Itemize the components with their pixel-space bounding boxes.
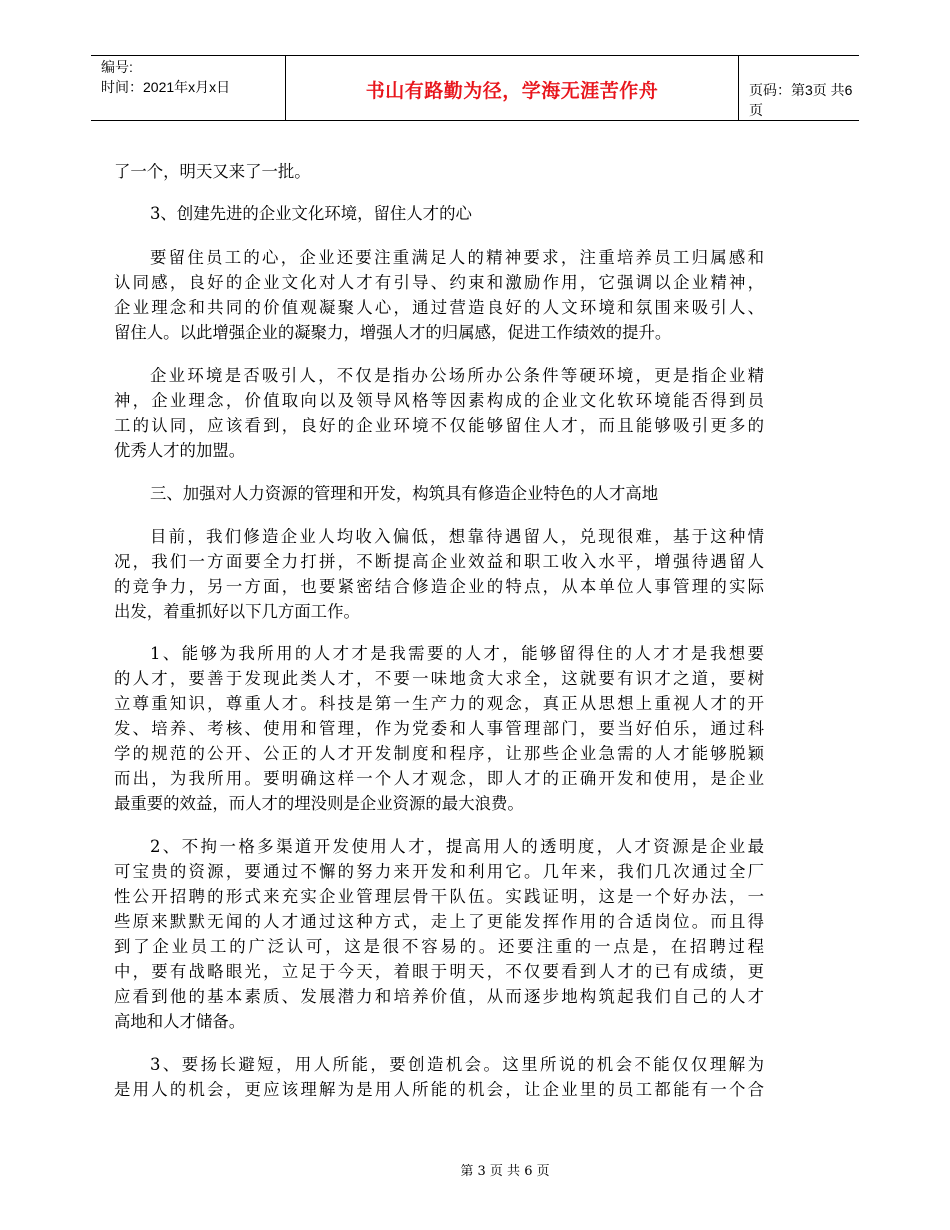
body-line: 发、培养、考核、使用和管理，作为党委和人事管理部门，要当好伯乐，通过科 [114,719,764,738]
header-motto: 书山有路勤为径，学海无涯苦作舟 [365,80,659,102]
body-line: 神，企业理念，价值取向以及领导风格等因素构成的企业文化软环境能否得到员 [114,391,764,410]
body-line: 的人才，要善于发现此类人才，不要一味地贪大求全，这就要有识才之道，要树 [114,669,764,688]
body-line: 况，我们一方面要全力打拼，不断提高企业效益和职工收入水平，增强待遇留人 [114,552,764,571]
page-header [91,55,859,121]
body-line: 最重要的效益，而人才的埋没则是企业资源的最大浪费。 [114,794,524,813]
section-heading: 三、加强对人力资源的管理和开发，构筑具有修造企业特色的人才高地 [150,484,659,503]
body-line: 3、要扬长避短，用人所能，要创造机会。这里所说的机会不能仅仅理解为 [150,1055,764,1074]
body-line: 企业理念和共同的价值观凝聚人心，通过营造良好的人文环境和氛围来吸引人、 [114,298,764,317]
body-line: 中，要有战略眼光，立足于今天，着眼于明天，不仅要看到人才的已有成绩，更 [114,962,764,981]
document-time-label: 时间：2021年x月x日 [101,79,231,95]
body-line: 立尊重知识，尊重人才。科技是第一生产力的观念，真正从思想上重视人才的开 [114,694,764,713]
body-line: 的竞争力，另一方面，也要紧密结合修造企业的特点，从本单位人事管理的实际 [114,577,764,596]
body-line: 认同感，良好的企业文化对人才有引导、约束和激励作用，它强调以企业精神， [114,273,764,292]
section-heading: 3、创建先进的企业文化环境，留住人才的心 [150,204,472,223]
body-line: 了一个，明天又来了一批。 [114,162,311,181]
body-line: 要留住员工的心，企业还要注重满足人的精神要求，注重培养员工归属感和 [150,248,764,267]
body-line: 企业环境是否吸引人，不仅是指办公场所办公条件等硬环境，更是指企业精 [150,366,764,385]
body-line: 2、不拘一格多渠道开发使用人才，提高用人的透明度，人才资源是企业最 [150,837,764,856]
body-line: 目前，我们修造企业人均收入偏低，想靠待遇留人，兑现很难，基于这种情 [150,527,764,546]
body-line: 而出，为我所用。要明确这样一个人才观念，即人才的正确开发和使用，是企业 [114,769,764,788]
header-page-cell [739,56,859,120]
body-line: 学的规范的公开、公正的人才开发制度和程序，让那些企业急需的人才能够脱颖 [114,744,764,763]
header-page-info: 页码：第3页 共6页 [749,82,853,118]
body-line: 出发，着重抓好以下几方面工作。 [114,602,360,621]
document-number-label: 编号: [101,59,133,75]
body-line: 可宝贵的资源，要通过不懈的努力来开发和利用它。几年来，我们几次通过全厂 [114,862,764,881]
body-line: 高地和人才储备。 [114,1012,246,1031]
body-line: 到了企业员工的广泛认可，这是很不容易的。还要注重的一点是，在招聘过程 [114,937,764,956]
header-meta-cell [91,56,285,120]
page-footer: 第 3 页 共 6 页 [460,1164,550,1179]
body-line: 性公开招聘的形式来充实企业管理层骨干队伍。实践证明，这是一个好办法，一 [114,887,764,906]
body-line: 些原来默默无闻的人才通过这种方式，走上了更能发挥作用的合适岗位。而且得 [114,912,764,931]
header-motto-cell [285,56,739,120]
body-line: 1、能够为我所用的人才才是我需要的人才，能够留得住的人才才是我想要 [150,644,764,663]
body-line: 留住人。以此增强企业的凝聚力，增强人才的归属感，促进工作绩效的提升。 [114,323,672,342]
body-line: 是用人的机会，更应该理解为是用人所能的机会，让企业里的员工都能有一个合 [114,1080,764,1099]
body-line: 工的认同，应该看到，良好的企业环境不仅能够留住人才，而且能够吸引更多的 [114,416,764,435]
body-line: 应看到他的基本素质、发展潜力和培养价值，从而逐步地构筑起我们自己的人才 [114,987,764,1006]
body-line: 优秀人才的加盟。 [114,441,246,460]
